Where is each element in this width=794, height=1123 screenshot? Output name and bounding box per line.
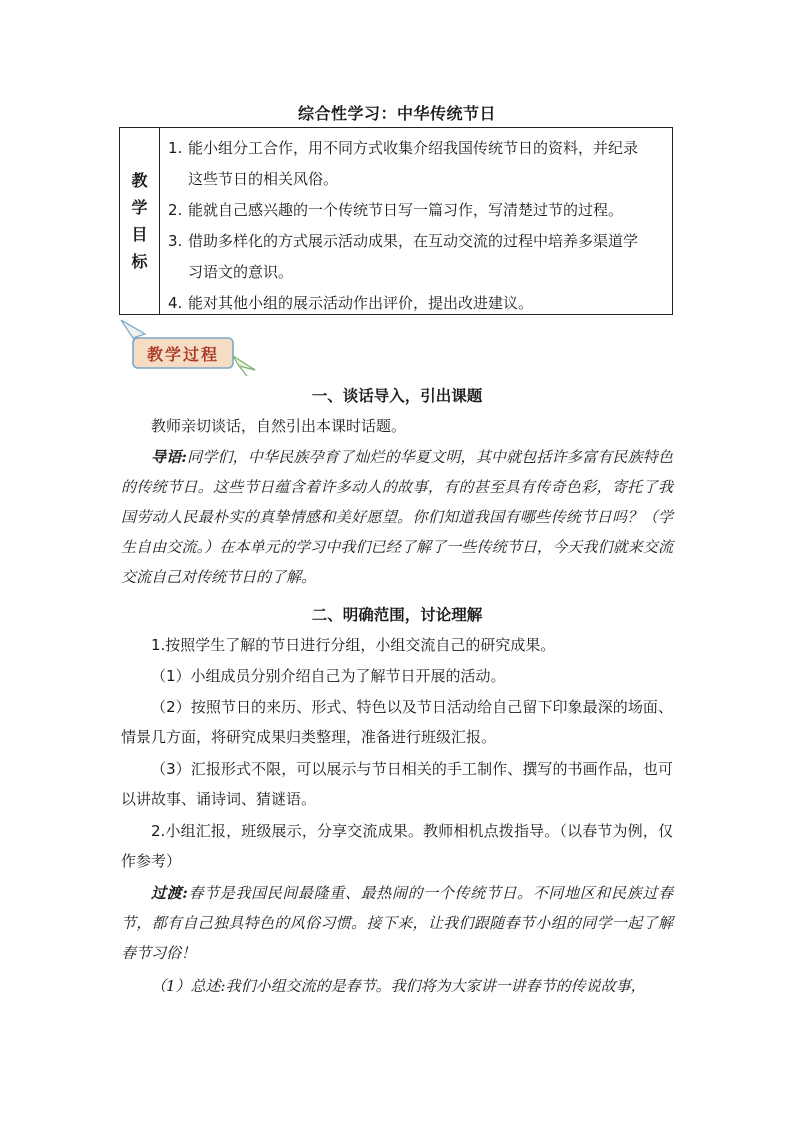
- goal-text-continued: 习语文的意识。: [188, 263, 294, 281]
- paragraph-label: 导语:: [151, 448, 187, 466]
- paragraph-label: 过渡:: [151, 884, 188, 902]
- paragraph-text: 同学们，中华民族孕育了灿烂的华夏文明，其中就包括许多富有民族特色的传统节日。这些节日蕴含着许多动人的故事，有的甚至具有传奇色彩，寄托了我国劳动人民最朴实的真挚情感和美好愿望。你们知道我国有哪些传统节日吗？（学生自由交流。）在本单元的学习中我们已经了解了一些传统节日，今天我们就来交流交流自己对传统节日的了解。: [121, 448, 673, 586]
- goal-text: 借助多样化的方式展示活动成果，在互动交流的过程中培养多渠道学: [188, 232, 639, 250]
- banner-label: 教学过程: [146, 345, 220, 364]
- paragraph: （1）小组成员分别介绍自己为了解节日开展的活动。: [151, 667, 506, 685]
- goal-item: [168, 226, 666, 288]
- paragraph: （3）汇报形式不限，可以展示与节日相关的手工制作、撰写的书画作品，也可以讲故事、诵诗词、猜谜语。: [121, 760, 673, 808]
- goal-number: 1.: [168, 139, 183, 157]
- goal-item: [168, 288, 666, 319]
- paragraph: 2.小组汇报，班级展示，分享交流成果。教师相机点拨指导。（以春节为例，仅作参考）: [121, 822, 673, 870]
- goals-label-char: 目: [131, 225, 148, 244]
- teaching-goals-table: [119, 127, 673, 315]
- goal-number: 3.: [168, 232, 183, 250]
- goals-label-char: 标: [131, 252, 148, 271]
- goals-label-char: 教: [131, 171, 148, 190]
- goal-text-continued: 这些节日的相关风俗。: [188, 170, 339, 188]
- paper-plane-icon: [121, 320, 145, 338]
- goal-text: 能就自己感兴趣的一个传统节日写一篇习作，写清楚过节的过程。: [188, 201, 624, 219]
- goals-label-char: 学: [131, 198, 148, 217]
- goals-list: [160, 128, 672, 314]
- paragraph-text: 春节是我国民间最隆重、最热闹的一个传统节日。不同地区和民族过春节，都有自己独具特色的风俗习惯。接下来，让我们跟随春节小组的同学一起了解春节习俗！: [121, 884, 673, 962]
- paragraph: （2）按照节日的来历、形式、特色以及节日活动给自己留下印象最深的场面、情景几方面，将研究成果归类整理，准备进行班级汇报。: [121, 698, 673, 746]
- goals-label-cell: [120, 128, 160, 314]
- goal-text: 能对其他小组的展示活动作出评价，提出改进建议。: [188, 294, 534, 312]
- goal-item: [168, 133, 666, 195]
- document-title: 综合性学习：中华传统节日: [297, 104, 496, 123]
- goal-text: 能小组分工合作，用不同方式收集介绍我国传统节日的资料，并纪录: [188, 139, 639, 157]
- paragraph-text: 我们小组交流的是春节。我们将为大家讲一讲春节的传说故事，: [225, 977, 646, 995]
- goal-number: 4.: [168, 294, 183, 312]
- summary-paragraph: [121, 971, 673, 1001]
- teaching-process-banner: [119, 318, 259, 378]
- section-heading: 一、谈话导入，引出课题: [311, 387, 483, 405]
- paragraph: 1.按照学生了解的节日进行分组，小组交流自己的研究成果。: [151, 636, 556, 654]
- goal-item: [168, 195, 666, 226]
- section-heading: 二、明确范围，讨论理解: [311, 606, 483, 624]
- paragraph: 教师亲切谈话，自然引出本课时话题。: [151, 417, 407, 435]
- intro-paragraph: [121, 442, 673, 592]
- transition-paragraph: [121, 878, 673, 968]
- paragraph-label: （1）总述:: [151, 977, 226, 995]
- paper-plane-icon: [233, 356, 255, 370]
- goal-number: 2.: [168, 201, 183, 219]
